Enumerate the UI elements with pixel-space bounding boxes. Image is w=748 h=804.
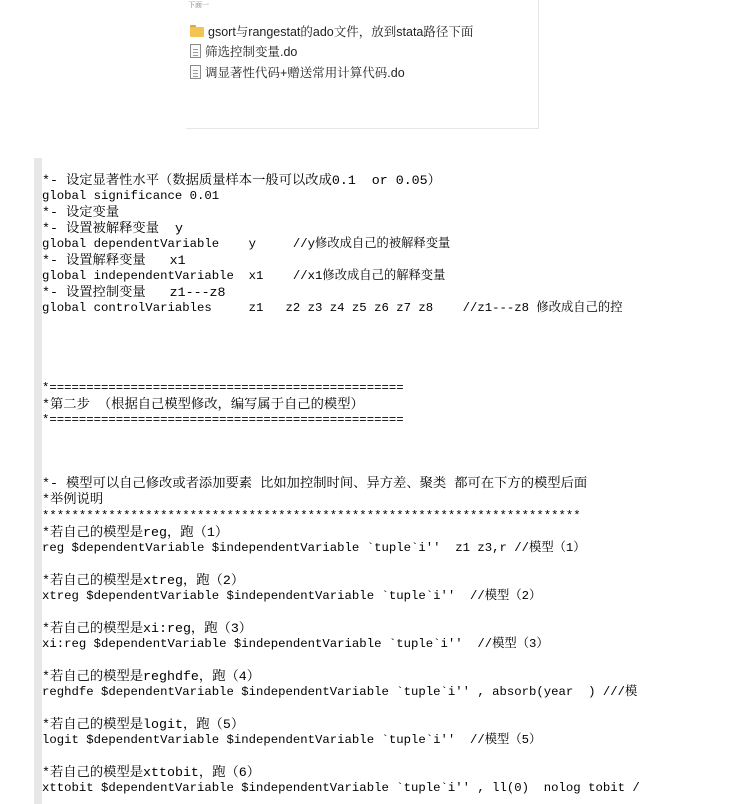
- explorer-item-ado-folder[interactable]: [190, 22, 473, 40]
- file-explorer-panel: [186, 0, 539, 129]
- code-line: global controlVariables z1 z2 z3 z4 z5 z6 z7 z8 //z1---z8 修改成自己的控: [42, 301, 623, 315]
- code-line: *若自己的模型是xi:reg，跑（3）: [42, 621, 253, 636]
- code-line: *若自己的模型是xtreg，跑（2）: [42, 573, 245, 588]
- explorer-item-filter-controls-do[interactable]: [190, 42, 297, 60]
- code-line: *举例说明: [42, 492, 104, 507]
- explorer-header-fragment: 下面一: [188, 1, 209, 9]
- do-file-icon: [190, 65, 201, 79]
- editor-gutter: [34, 158, 42, 804]
- do-file-icon: [190, 44, 201, 58]
- code-line: reghdfe $dependentVariable $independentVariable `tuple`i'' , absorb(year ) ///模: [42, 685, 638, 699]
- explorer-item-significance-code-do[interactable]: [190, 63, 405, 81]
- code-line: *- 模型可以自己修改或者添加要素 比如加控制时间、异方差、聚类 都可在下方的模型后面: [42, 476, 588, 491]
- folder-icon: [190, 25, 204, 37]
- code-line: xi:reg $dependentVariable $independentVariable `tuple`i'' //模型（3）: [42, 637, 549, 651]
- code-line: xttobit $dependentVariable $independentVariable `tuple`i'' , ll(0) nolog tobit /: [42, 781, 640, 795]
- code-line: *若自己的模型是logit，跑（5）: [42, 717, 245, 732]
- code-line: *================================================: [42, 381, 404, 395]
- code-line: *- 设定显著性水平（数据质量样本一般可以改成0.1 or 0.05）: [42, 173, 441, 188]
- explorer-item-label: 筛选控制变量.do: [205, 45, 298, 59]
- code-line: global significance 0.01: [42, 189, 220, 203]
- code-line: *- 设置被解释变量 y: [42, 221, 183, 236]
- code-line: *- 设置控制变量 z1---z8: [42, 285, 226, 300]
- code-line: *- 设置解释变量 x1: [42, 253, 186, 268]
- code-editor[interactable]: [34, 158, 748, 804]
- code-line: *第二步 （根据自己模型修改，编写属于自己的模型）: [42, 397, 364, 412]
- code-line: *若自己的模型是reg，跑（1）: [42, 525, 229, 540]
- code-line: xtreg $dependentVariable $independentVariable `tuple`i'' //模型（2）: [42, 589, 542, 603]
- code-line: *- 设定变量: [42, 205, 120, 220]
- code-line: *================================================: [42, 413, 404, 427]
- explorer-item-label: 调显著性代码+赠送常用计算代码.do: [205, 66, 405, 80]
- code-line: logit $dependentVariable $independentVariable `tuple`i'' //模型（5）: [42, 733, 542, 747]
- code-line: global dependentVariable y //y修改成自己的被解释变量: [42, 237, 451, 251]
- code-line: *************************************************************************: [42, 509, 581, 523]
- code-line: global independentVariable x1 //x1修改成自己的解释变量: [42, 269, 446, 283]
- code-line: *若自己的模型是xttobit，跑（6）: [42, 765, 261, 780]
- code-line: *若自己的模型是reghdfe，跑（4）: [42, 669, 261, 684]
- code-line: reg $dependentVariable $independentVariable `tuple`i'' z1 z3,r //模型（1）: [42, 541, 586, 555]
- explorer-item-label: gsort与rangestat的ado文件，放到stata路径下面: [208, 25, 474, 39]
